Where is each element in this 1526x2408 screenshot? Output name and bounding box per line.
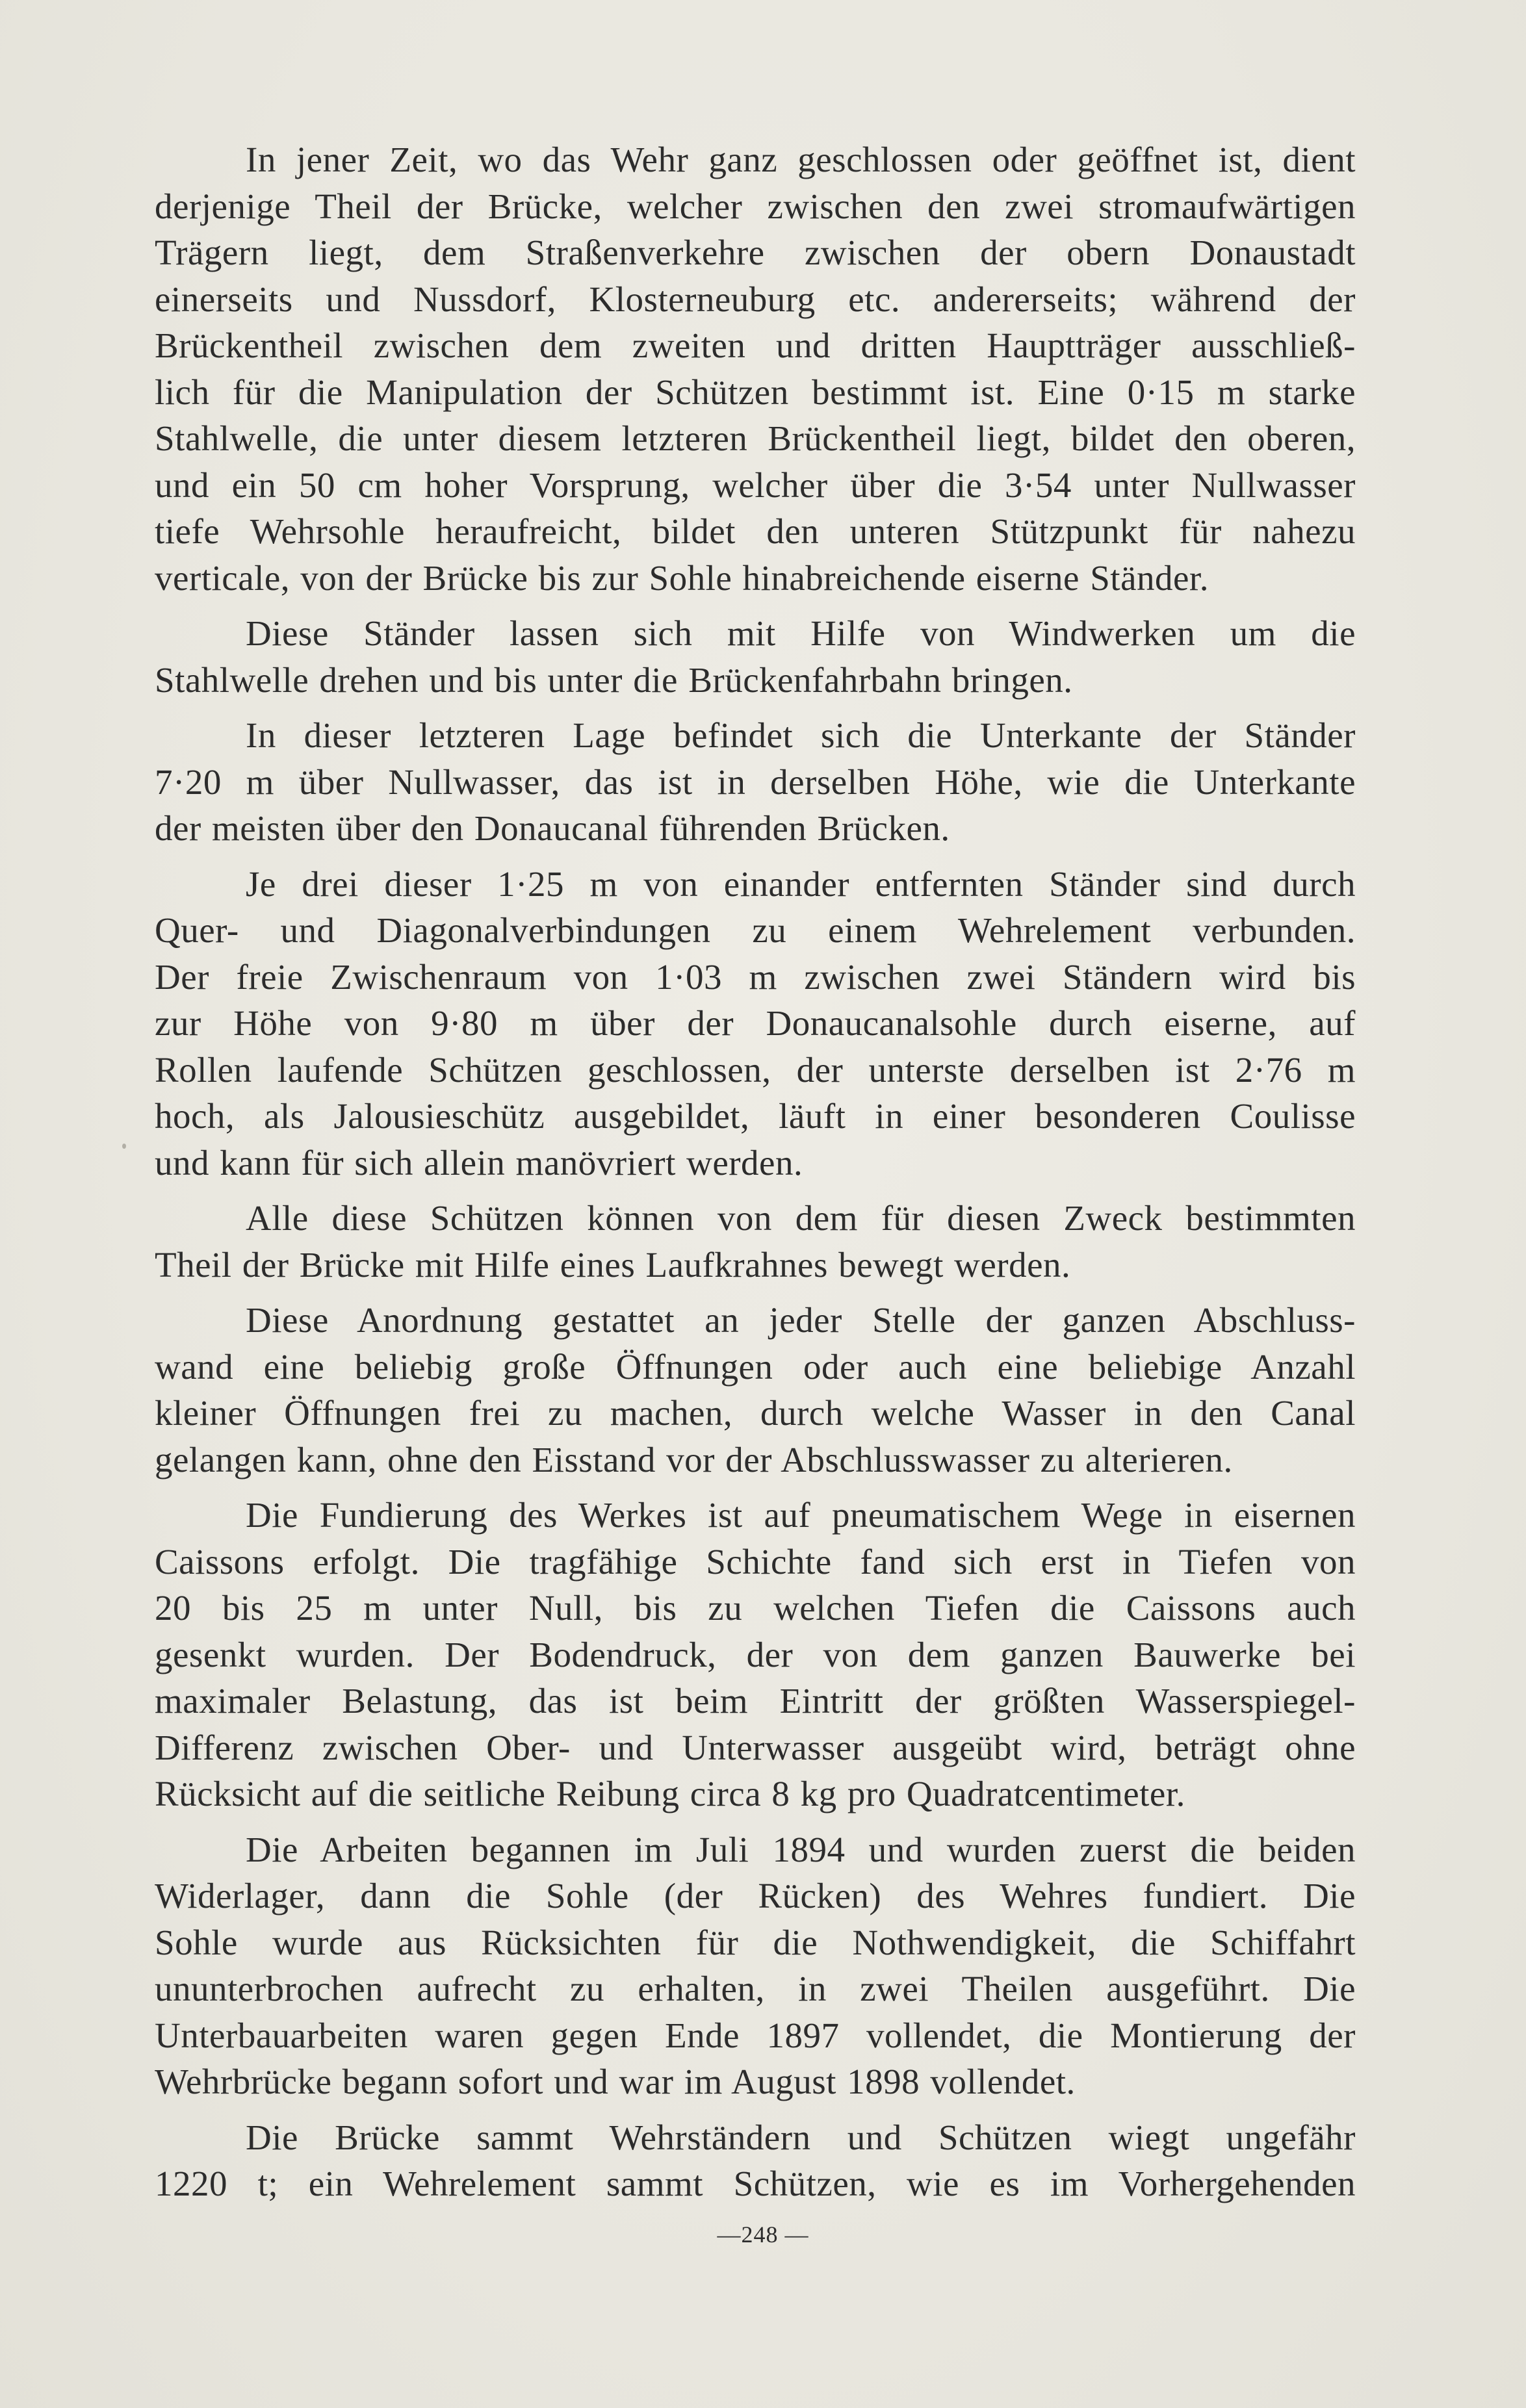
text-line: In dieser letzteren Lage befindet sich die Unterkante der Ständer bbox=[246, 715, 1356, 755]
text-line: Diese Anordnung gestattet an jeder Stelle der ganzen Abschluss- bbox=[246, 1300, 1356, 1340]
text-line: und ein 50 cm hoher Vorsprung, welcher über die 3·54 unter Nullwasser bbox=[155, 465, 1356, 505]
text-line: kleiner Öffnungen frei zu machen, durch welche Wasser in den Canal bbox=[155, 1393, 1356, 1433]
text-line: Theil der Brücke mit Hilfe eines Laufkrahnes bewegt werden. bbox=[155, 1244, 1071, 1285]
text-line: der meisten über den Donaucanal führenden Brücken. bbox=[155, 808, 950, 848]
text-line: Diese Ständer lassen sich mit Hilfe von Windwerken um die bbox=[246, 613, 1356, 653]
paragraph bbox=[155, 610, 1356, 703]
text-line: und kann für sich allein manövriert werden. bbox=[155, 1142, 803, 1183]
paragraph bbox=[155, 1297, 1356, 1483]
text-line: 7·20 m über Nullwasser, das ist in derselben Höhe, wie die Unterkante bbox=[155, 762, 1356, 802]
text-line: In jener Zeit, wo das Wehr ganz geschlossen oder geöffnet ist, dient bbox=[246, 140, 1356, 179]
paragraph bbox=[155, 136, 1356, 601]
text-line: Rollen laufende Schützen geschlossen, der unterste derselben ist 2·76 m bbox=[155, 1049, 1356, 1090]
paper-speck bbox=[122, 1144, 126, 1149]
paragraph bbox=[155, 2114, 1356, 2207]
text-line: ununterbrochen aufrecht zu erhalten, in zwei Theilen ausgeführt. Die bbox=[155, 1969, 1356, 2008]
paragraph bbox=[155, 1826, 1356, 2105]
text-line: Alle diese Schützen können von dem für diesen Zweck bestimmten bbox=[246, 1198, 1356, 1238]
text-line: hoch, als Jalousieschütz ausgebildet, läuft in einer besonderen Coulisse bbox=[155, 1096, 1356, 1136]
text-line: gesenkt wurden. Der Bodendruck, der von dem ganzen Bauwerke bei bbox=[155, 1634, 1356, 1674]
text-line: Sohle wurde aus Rücksichten für die Nothwendigkeit, die Schiffahrt bbox=[155, 1922, 1356, 1962]
text-line: lich für die Manipulation der Schützen bestimmt ist. Eine 0·15 m starke bbox=[155, 372, 1356, 412]
text-line: einerseits und Nussdorf, Klosterneuburg etc. andererseits; während der bbox=[155, 279, 1356, 319]
text-line: Rücksicht auf die seitliche Reibung circa 8 kg pro Quadratcentimeter. bbox=[155, 1774, 1185, 1813]
text-line: Caissons erfolgt. Die tragfähige Schichte fand sich erst in Tiefen von bbox=[155, 1541, 1356, 1582]
text-line: Brückentheil zwischen dem zweiten und dritten Hauptträger ausschließ- bbox=[155, 326, 1356, 365]
text-line: derjenige Theil der Brücke, welcher zwischen den zwei stromaufwärtigen bbox=[155, 186, 1356, 226]
text-line: gelangen kann, ohne den Eisstand vor der Abschlusswasser zu alterieren. bbox=[155, 1439, 1233, 1479]
paragraph bbox=[155, 712, 1356, 852]
body-text bbox=[155, 136, 1356, 2216]
text-line: Stahlwelle, die unter diesem letzteren Brückentheil liegt, bildet den oberen, bbox=[155, 418, 1356, 458]
text-line: 1220 t; ein Wehrelement sammt Schützen, wie es im Vorhergehenden bbox=[155, 2164, 1356, 2203]
paragraph bbox=[155, 861, 1356, 1186]
text-line: verticale, von der Brücke bis zur Sohle hinabreichende eiserne Ständer. bbox=[155, 557, 1209, 598]
text-line: Die Brücke sammt Wehrständern und Schützen wiegt ungefähr bbox=[246, 2117, 1356, 2157]
text-line: Widerlager, dann die Sohle (der Rücken) des Wehres fundiert. Die bbox=[155, 1876, 1356, 1915]
paragraph bbox=[155, 1492, 1356, 1817]
text-line: Die Fundierung des Werkes ist auf pneumatischem Wege in eisernen bbox=[246, 1495, 1356, 1535]
text-line: 20 bis 25 m unter Null, bis zu welchen Tiefen die Caissons auch bbox=[155, 1588, 1356, 1628]
text-line: Die Arbeiten begannen im Juli 1894 und wurden zuerst die beiden bbox=[246, 1829, 1356, 1869]
text-line: tiefe Wehrsohle heraufreicht, bildet den unteren Stützpunkt für nahezu bbox=[155, 511, 1356, 551]
text-line: Stahlwelle drehen und bis unter die Brückenfahrbahn bringen. bbox=[155, 660, 1073, 700]
text-line: Je drei dieser 1·25 m von einander entfernten Ständer sind durch bbox=[246, 864, 1356, 904]
text-line: Quer- und Diagonalverbindungen zu einem Wehrelement verbunden. bbox=[155, 910, 1356, 950]
text-line: Wehrbrücke begann sofort und war im August 1898 vollendet. bbox=[155, 2062, 1076, 2101]
text-line: Unterbauarbeiten waren gegen Ende 1897 vollendet, die Montierung der bbox=[155, 2015, 1356, 2055]
page-number: —248 — bbox=[717, 2222, 809, 2248]
text-line: Der freie Zwischenraum von 1·03 m zwischen zwei Ständern wird bis bbox=[155, 956, 1356, 997]
paragraph bbox=[155, 1195, 1356, 1288]
text-line: maximaler Belastung, das ist beim Eintritt der größten Wasserspiegel- bbox=[155, 1681, 1356, 1721]
text-line: wand eine beliebig große Öffnungen oder auch eine beliebige Anzahl bbox=[155, 1346, 1356, 1387]
text-line: Differenz zwischen Ober- und Unterwasser ausgeübt wird, beträgt ohne bbox=[155, 1727, 1356, 1767]
text-line: zur Höhe von 9·80 m über der Donaucanalsohle durch eiserne, auf bbox=[155, 1003, 1356, 1043]
text-line: Trägern liegt, dem Straßenverkehre zwischen der obern Donaustadt bbox=[155, 233, 1356, 272]
